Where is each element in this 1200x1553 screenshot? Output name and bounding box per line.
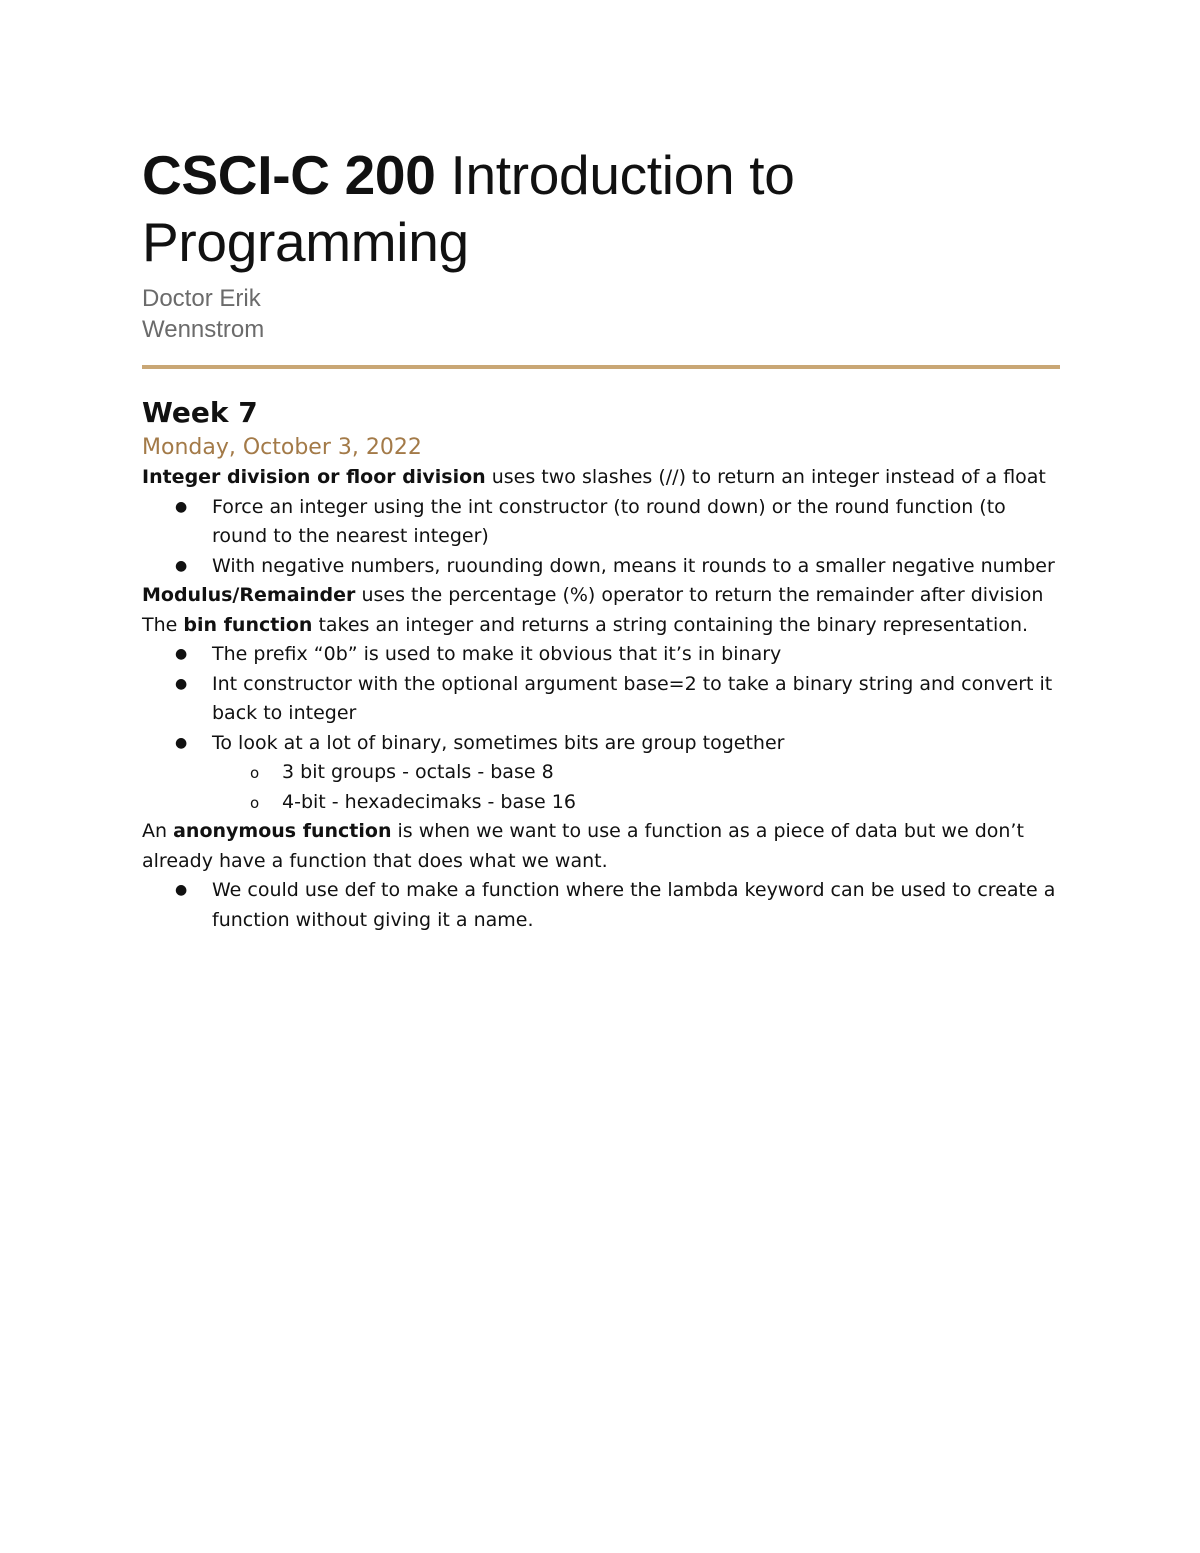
paragraph-text: is when we want to use a function as a piece of data but we don’t already have a function that does what we want. bbox=[142, 820, 1024, 872]
sub-list-item bbox=[142, 788, 1060, 818]
author-line-1: Doctor Erik bbox=[142, 285, 261, 312]
list-item bbox=[142, 493, 1060, 552]
term-integer-division: Integer division or floor division bbox=[142, 466, 486, 488]
bullet-list-integer-division bbox=[142, 493, 1060, 582]
bullet-icon: ● bbox=[175, 646, 188, 662]
sub-list-item-text: 3 bit groups - octals - base 8 bbox=[282, 761, 554, 783]
bullet-icon: ● bbox=[175, 557, 188, 574]
paragraph-prefix: An bbox=[142, 820, 174, 842]
document-title bbox=[142, 142, 1060, 276]
author bbox=[142, 283, 1060, 345]
term-anonymous-function: anonymous function bbox=[173, 820, 392, 842]
course-title: Introduction to Programming bbox=[142, 144, 795, 273]
paragraph-text: takes an integer and returns a string containing the binary representation. bbox=[312, 613, 1029, 636]
list-item-text: The prefix “0b” is used to make it obvious that it’s in binary bbox=[212, 643, 782, 665]
bullet-icon: ● bbox=[175, 882, 188, 898]
list-item bbox=[142, 670, 1060, 729]
list-item-text: We could use def to make a function where the lambda keyword can be used to create a function without giving it a name. bbox=[212, 879, 1056, 931]
paragraph-prefix: The bbox=[142, 613, 184, 636]
document-page bbox=[142, 142, 1060, 935]
list-item bbox=[142, 876, 1060, 935]
list-item bbox=[142, 640, 1060, 670]
list-item bbox=[142, 729, 1060, 818]
list-item-text: Force an integer using the int constructor (to round down) or the round function (to round to the nearest integer) bbox=[212, 495, 1006, 547]
term-modulus: Modulus/Remainder bbox=[142, 584, 356, 606]
bullet-list-bin-function bbox=[142, 640, 1060, 817]
circle-bullet-icon: o bbox=[250, 793, 260, 812]
paragraph-integer-division bbox=[142, 463, 1060, 493]
course-code: CSCI-C 200 bbox=[142, 144, 436, 206]
date-subheading: Monday, October 3, 2022 bbox=[142, 435, 422, 460]
week-heading: Week 7 bbox=[142, 396, 258, 429]
bullet-list-anonymous-function bbox=[142, 876, 1060, 935]
term-bin-function: bin function bbox=[183, 613, 313, 636]
bullet-icon: ● bbox=[175, 675, 188, 692]
sub-list-item bbox=[142, 758, 1060, 788]
list-item bbox=[142, 552, 1060, 582]
notes-body bbox=[142, 463, 1060, 935]
paragraph-modulus bbox=[142, 581, 1060, 611]
circle-bullet-icon: o bbox=[250, 764, 260, 782]
bullet-icon: ● bbox=[175, 498, 188, 515]
list-item-text: Int constructor with the optional argument base=2 to take a binary string and convert it back to integer bbox=[212, 672, 1053, 724]
paragraph-text: uses the percentage (%) operator to return the remainder after division bbox=[355, 584, 1044, 606]
header-divider bbox=[142, 365, 1060, 369]
sub-list-item-text: 4-bit - hexadecimaks - base 16 bbox=[282, 790, 576, 813]
list-item-text: To look at a lot of binary, sometimes bits are group together bbox=[212, 731, 785, 754]
sub-bullet-list bbox=[212, 758, 1060, 817]
author-line-2: Wennstrom bbox=[142, 316, 265, 343]
list-item-text: With negative numbers, ruounding down, means it rounds to a smaller negative number bbox=[212, 554, 1055, 577]
bullet-icon: ● bbox=[175, 734, 188, 751]
paragraph-text: uses two slashes (//) to return an integer instead of a float bbox=[485, 466, 1046, 488]
paragraph-bin-function bbox=[142, 611, 1060, 641]
paragraph-anonymous-function bbox=[142, 817, 1060, 876]
